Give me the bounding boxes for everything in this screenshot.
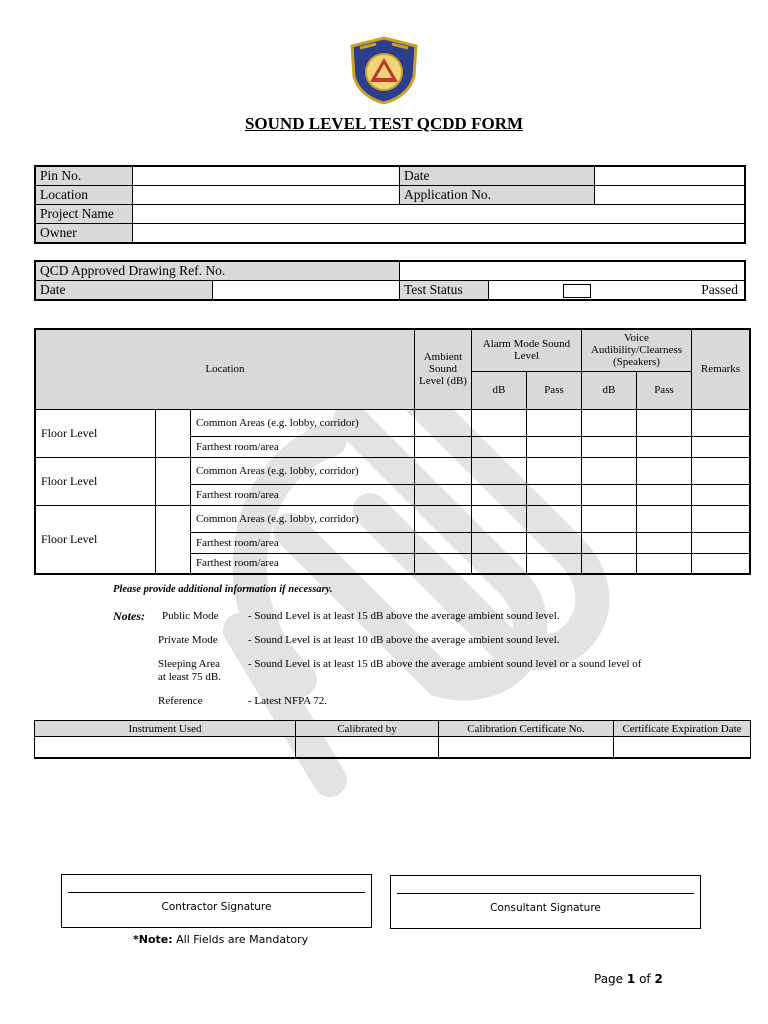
contractor-signature-box[interactable] xyxy=(61,874,372,928)
floor-number-field[interactable] xyxy=(156,457,191,505)
form-title: SOUND LEVEL TEST QCDD FORM xyxy=(244,114,524,133)
location-label: Location xyxy=(35,186,133,205)
voice-pass-cell[interactable] xyxy=(636,409,691,436)
floor-number-field[interactable] xyxy=(156,505,191,574)
calibrated-by-header: Calibrated by xyxy=(296,721,439,737)
voice-db-cell[interactable] xyxy=(581,436,636,457)
table-row xyxy=(35,224,745,244)
common-areas-label: Common Areas (e.g. lobby, corridor) xyxy=(191,505,415,532)
sleeping-area-label: Sleeping Area xyxy=(158,658,221,670)
remarks-cell[interactable] xyxy=(691,532,750,553)
farthest-room-label: Farthest room/area xyxy=(191,553,415,574)
approval-date-label: Date xyxy=(35,281,213,301)
floor-number-field[interactable] xyxy=(156,409,191,457)
passed-checkbox[interactable] xyxy=(563,284,591,298)
floor-level-label: Floor Level xyxy=(35,505,156,574)
reference-text: - Latest NFPA 72. xyxy=(248,695,328,707)
voice-pass-header: Pass xyxy=(636,371,691,409)
ambient-cell[interactable] xyxy=(414,505,471,532)
table-row xyxy=(35,457,750,484)
signature-line xyxy=(68,892,365,893)
table-row xyxy=(35,166,745,186)
calibration-certificate-field[interactable] xyxy=(439,737,614,758)
voice-pass-cell[interactable] xyxy=(636,457,691,484)
table-row xyxy=(35,409,750,436)
table-row xyxy=(35,737,751,758)
alarm-db-cell[interactable] xyxy=(471,436,526,457)
voice-pass-cell[interactable] xyxy=(636,436,691,457)
public-mode-text: - Sound Level is at least 15 dB above the average ambient sound level. xyxy=(248,610,560,622)
voice-audibility-header: Voice Audibility/Clearness (Speakers) xyxy=(581,329,691,371)
instrument-used-header: Instrument Used xyxy=(35,721,296,737)
alarm-db-cell[interactable] xyxy=(471,505,526,532)
common-areas-label: Common Areas (e.g. lobby, corridor) xyxy=(191,457,415,484)
passed-label: Passed xyxy=(701,282,738,297)
pin-field[interactable] xyxy=(133,166,400,186)
alarm-db-cell[interactable] xyxy=(471,409,526,436)
mandatory-note: *Note: All Fields are Mandatory xyxy=(133,933,309,946)
floor-level-label: Floor Level xyxy=(35,457,156,505)
alarm-db-header: dB xyxy=(471,371,526,409)
sound-level-test-table xyxy=(34,328,751,575)
farthest-room-label: Farthest room/area xyxy=(191,436,415,457)
ambient-header: Ambient Sound Level (dB) xyxy=(414,329,471,409)
location-header: Location xyxy=(35,329,414,409)
ambient-cell[interactable] xyxy=(414,532,471,553)
voice-db-cell[interactable] xyxy=(581,553,636,574)
voice-db-cell[interactable] xyxy=(581,505,636,532)
remarks-cell[interactable] xyxy=(691,409,750,436)
owner-label: Owner xyxy=(35,224,133,244)
civil-defense-emblem-logo xyxy=(346,36,422,104)
alarm-mode-header: Alarm Mode Sound Level xyxy=(471,329,581,371)
project-name-label: Project Name xyxy=(35,205,133,224)
consultant-signature-label: Consultant Signature xyxy=(490,902,601,914)
ambient-cell[interactable] xyxy=(414,436,471,457)
alarm-pass-cell[interactable] xyxy=(526,505,581,532)
application-label: Application No. xyxy=(400,186,595,205)
alarm-pass-cell[interactable] xyxy=(526,484,581,505)
pin-label: Pin No. xyxy=(35,166,133,186)
owner-field[interactable] xyxy=(133,224,746,244)
ambient-cell[interactable] xyxy=(414,409,471,436)
remarks-cell[interactable] xyxy=(691,457,750,484)
test-status-field xyxy=(489,281,746,301)
calibration-certificate-header: Calibration Certificate No. xyxy=(439,721,614,737)
notes-label: Notes: xyxy=(113,609,145,623)
ambient-cell[interactable] xyxy=(414,457,471,484)
table-row xyxy=(35,205,745,224)
instrument-used-field[interactable] xyxy=(35,737,296,758)
ambient-cell[interactable] xyxy=(414,484,471,505)
table-row xyxy=(35,329,750,371)
additional-info-text: Please provide additional information if necessary. xyxy=(113,584,333,595)
remarks-cell[interactable] xyxy=(691,436,750,457)
date-field[interactable] xyxy=(595,166,746,186)
test-status-label: Test Status xyxy=(400,281,489,301)
farthest-room-label: Farthest room/area xyxy=(191,484,415,505)
floor-level-label: Floor Level xyxy=(35,409,156,457)
remarks-header: Remarks xyxy=(691,329,750,409)
voice-db-cell[interactable] xyxy=(581,484,636,505)
remarks-cell[interactable] xyxy=(691,505,750,532)
consultant-signature-box[interactable] xyxy=(390,875,701,929)
calibrated-by-field[interactable] xyxy=(296,737,439,758)
voice-pass-cell[interactable] xyxy=(636,505,691,532)
alarm-pass-cell[interactable] xyxy=(526,436,581,457)
remarks-cell[interactable] xyxy=(691,553,750,574)
alarm-db-cell[interactable] xyxy=(471,532,526,553)
alarm-db-cell[interactable] xyxy=(471,553,526,574)
alarm-db-cell[interactable] xyxy=(471,484,526,505)
private-mode-label: Private Mode xyxy=(158,634,218,646)
voice-db-cell[interactable] xyxy=(581,532,636,553)
table-row xyxy=(35,281,745,301)
alarm-db-cell[interactable] xyxy=(471,457,526,484)
sleeping-area-text: - Sound Level is at least 15 dB above the average ambient sound level or a sound level of xyxy=(248,658,642,670)
approval-date-field[interactable] xyxy=(213,281,400,301)
voice-db-cell[interactable] xyxy=(581,457,636,484)
alarm-pass-cell[interactable] xyxy=(526,553,581,574)
voice-db-cell[interactable] xyxy=(581,409,636,436)
drawing-ref-field[interactable] xyxy=(400,261,746,281)
table-row xyxy=(35,261,745,281)
common-areas-label: Common Areas (e.g. lobby, corridor) xyxy=(191,409,415,436)
instrument-table xyxy=(34,720,751,759)
table-row xyxy=(35,721,751,737)
table-row xyxy=(35,505,750,532)
voice-pass-cell[interactable] xyxy=(636,532,691,553)
farthest-room-label: Farthest room/area xyxy=(191,532,415,553)
voice-db-header: dB xyxy=(581,371,636,409)
ambient-cell[interactable] xyxy=(414,553,471,574)
voice-pass-cell[interactable] xyxy=(636,484,691,505)
signature-line xyxy=(397,893,694,894)
voice-pass-cell[interactable] xyxy=(636,553,691,574)
page-number: Page 1 of 2 xyxy=(594,972,663,986)
alarm-pass-cell[interactable] xyxy=(526,457,581,484)
certificate-expiration-header: Certificate Expiration Date xyxy=(614,721,751,737)
certificate-expiration-field[interactable] xyxy=(614,737,751,758)
alarm-pass-cell[interactable] xyxy=(526,532,581,553)
table-row xyxy=(35,186,745,205)
alarm-pass-header: Pass xyxy=(526,371,581,409)
reference-label: Reference xyxy=(158,695,203,707)
application-field[interactable] xyxy=(595,186,746,205)
public-mode-label: Public Mode xyxy=(162,610,219,622)
approval-table xyxy=(34,260,746,301)
alarm-pass-cell[interactable] xyxy=(526,409,581,436)
remarks-cell[interactable] xyxy=(691,484,750,505)
contractor-signature-label: Contractor Signature xyxy=(161,901,272,913)
sleeping-area-continuation: at least 75 dB. xyxy=(158,671,221,683)
project-name-field[interactable] xyxy=(133,205,746,224)
private-mode-text: - Sound Level is at least 10 dB above the average ambient sound level. xyxy=(248,634,560,646)
project-info-table xyxy=(34,165,746,244)
drawing-ref-label: QCD Approved Drawing Ref. No. xyxy=(35,261,400,281)
location-field[interactable] xyxy=(133,186,400,205)
date-label: Date xyxy=(400,166,595,186)
